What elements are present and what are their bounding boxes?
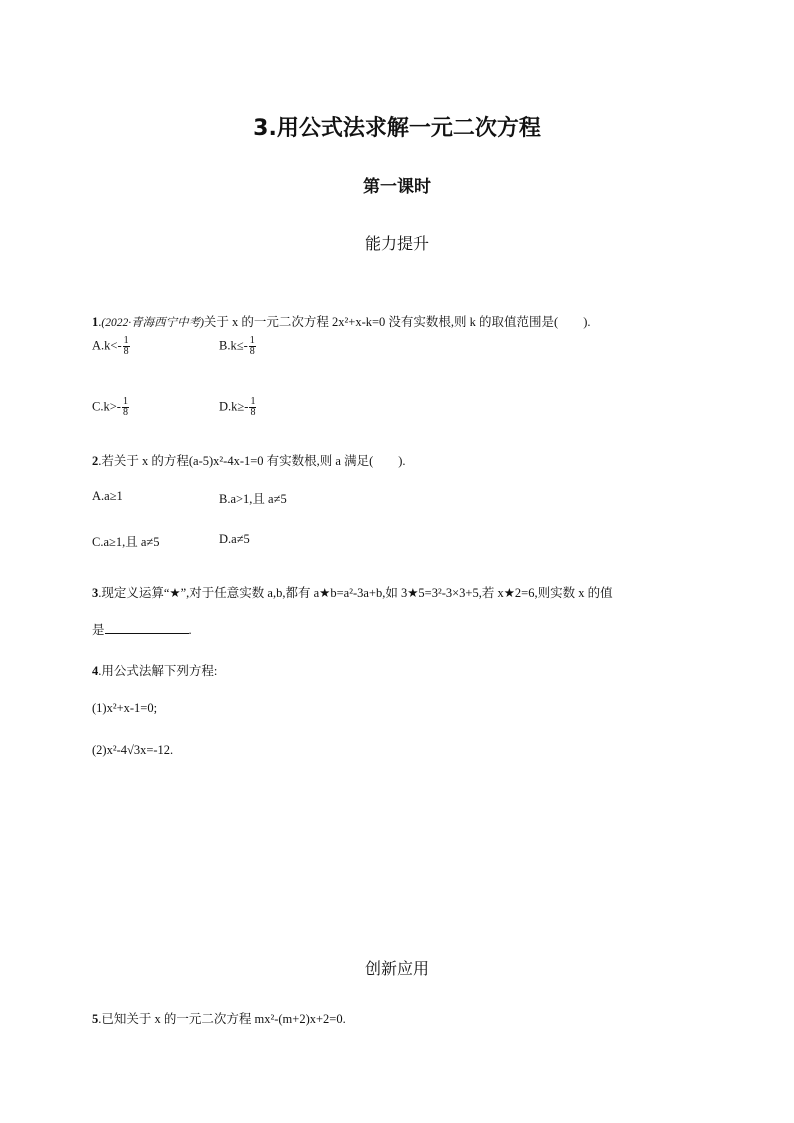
option-c: C.a≥1,且 a≠5: [92, 535, 160, 549]
question-4-part-2: (2)x²-4√3x=-12.: [92, 743, 174, 757]
option-a: A.k<- $\frac{1}{8}$: [92, 335, 129, 357]
question-3-answer-line: 是 .: [92, 623, 192, 637]
page-title: 3.用公式法求解一元二次方程: [253, 116, 541, 141]
question-source: (2022·青海西宁中考): [101, 317, 204, 329]
option-d: D.k≥- $\frac{1}{8}$: [219, 396, 256, 418]
option-a: A.a≥1: [92, 489, 123, 503]
section-ability: 能力提升: [364, 234, 429, 253]
question-number: 1: [92, 315, 99, 329]
option-b: B.k≤- $\frac{1}{8}$: [219, 335, 255, 357]
option-c: C.k>- $\frac{1}{8}$: [92, 396, 128, 418]
section-innovation: 创新应用: [364, 959, 429, 978]
option-b: B.a>1,且 a≠5: [219, 492, 287, 506]
question-4: 4.用公式法解下列方程:: [92, 664, 218, 678]
question-3: 3.现定义运算“★”,对于任意实数 a,b,都有 a★b=a²-3a+b,如 3★5=3²-3×3+5,若 x★2=6,则实数 x 的值: [92, 586, 613, 600]
question-2: 2.若关于 x 的方程(a-5)x²-4x-1=0 有实数根,则 a 满足( ).: [92, 454, 406, 468]
question-1: 1.(2022·青海西宁中考)关于 x 的一元二次方程 2x²+x-k=0 没有实数根,则 k 的取值范围是( ).: [92, 315, 591, 329]
question-text: 关于 x 的一元二次方程 2x²+x-k=0 没有实数根,则 k 的取值范围是( ).: [203, 315, 591, 329]
question-5: 5.已知关于 x 的一元二次方程 mx²-(m+2)x+2=0.: [92, 1012, 346, 1026]
answer-blank[interactable]: [105, 621, 189, 634]
option-d: D.a≠5: [219, 532, 250, 546]
lesson-subtitle: 第一课时: [363, 177, 431, 197]
question-4-part-1: (1)x²+x-1=0;: [92, 701, 158, 715]
